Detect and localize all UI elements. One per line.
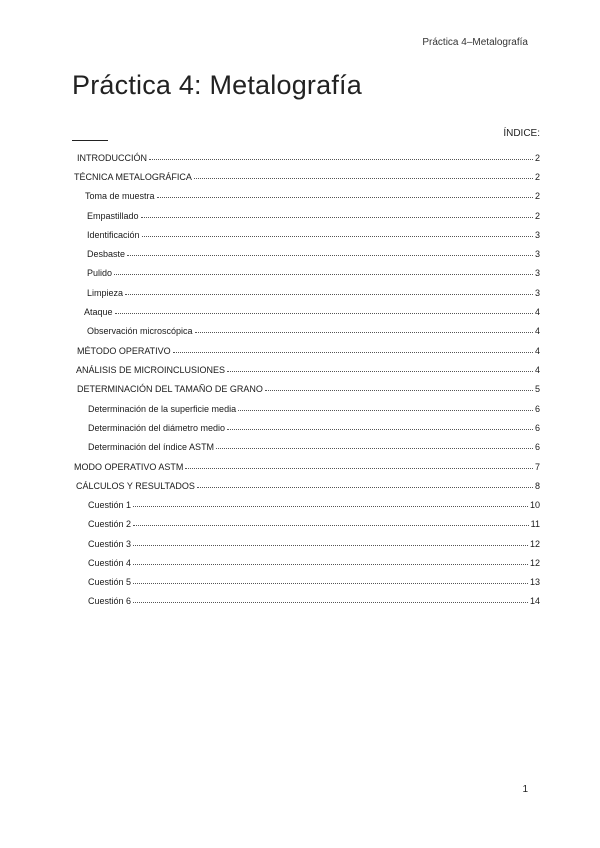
toc-entry[interactable]: [72, 535, 540, 549]
toc-entry[interactable]: [72, 342, 540, 356]
toc-heading: ÍNDICE:: [503, 128, 540, 139]
toc-entry-page: 5: [534, 384, 540, 394]
toc-entry[interactable]: [72, 419, 540, 433]
toc-dot-leader: [227, 428, 533, 430]
toc-entry[interactable]: [72, 245, 540, 259]
toc-entry[interactable]: [72, 361, 540, 375]
toc-entry-page: 12: [529, 558, 540, 568]
toc-entry-page: 6: [534, 423, 540, 433]
toc-entry-page: 4: [534, 307, 540, 317]
toc-entry-page: 11: [530, 519, 540, 529]
toc-entry-label: ANÁLISIS DE MICROINCLUSIONES: [76, 365, 226, 375]
toc-dot-leader: [125, 293, 533, 295]
document-title: Práctica 4: Metalografía: [72, 70, 362, 100]
toc-entry-page: 3: [534, 249, 540, 259]
toc-entry-page: 2: [534, 153, 540, 163]
toc-entry-page: 3: [534, 268, 540, 278]
toc-dot-leader: [265, 389, 533, 391]
toc-entry-page: 10: [529, 500, 540, 510]
toc-entry-page: 3: [534, 288, 540, 298]
toc-entry[interactable]: [72, 168, 540, 182]
toc-dot-leader: [197, 486, 533, 488]
toc-entry-page: 4: [534, 365, 540, 375]
toc-entry[interactable]: [72, 149, 540, 163]
toc-dot-leader: [141, 216, 533, 218]
toc-entry[interactable]: [72, 458, 540, 472]
toc-entry-label: Cuestión 3: [88, 539, 132, 549]
toc-entry[interactable]: [72, 380, 540, 394]
toc-entry-label: Identificación: [87, 230, 140, 240]
toc-entry-label: Ataque: [84, 307, 113, 317]
toc-dot-leader: [185, 467, 533, 469]
toc-dot-leader: [133, 601, 528, 603]
toc-entry-page: 2: [534, 172, 540, 182]
toc-dot-leader: [133, 524, 529, 526]
toc-entry-page: 4: [534, 346, 540, 356]
toc-dot-leader: [149, 158, 533, 160]
toc-entry[interactable]: [72, 400, 540, 414]
toc-entry-label: Determinación de la superficie media: [88, 404, 237, 414]
toc-dot-leader: [194, 177, 533, 179]
toc-entry-label: MODO OPERATIVO ASTM: [74, 462, 184, 472]
toc-entry-page: 2: [534, 191, 540, 201]
toc-dot-leader: [216, 447, 533, 449]
toc-entry[interactable]: [72, 226, 540, 240]
toc-entry-label: Cuestión 4: [88, 558, 132, 568]
toc-dot-leader: [114, 273, 533, 275]
toc-entry-label: MÉTODO OPERATIVO: [77, 346, 171, 356]
toc-entry[interactable]: [72, 477, 540, 491]
toc-dot-leader: [115, 312, 533, 314]
toc-entry-label: CÁLCULOS Y RESULTADOS: [76, 481, 195, 491]
toc-entry[interactable]: [72, 187, 540, 201]
toc-entry[interactable]: [72, 438, 540, 452]
toc-entry-label: Pulido: [87, 268, 113, 278]
toc-entry-page: 12: [529, 539, 540, 549]
toc-entry-label: DETERMINACIÓN DEL TAMAÑO DE GRANO: [77, 384, 263, 394]
toc-entry-page: 8: [534, 481, 540, 491]
toc-dot-leader: [195, 331, 533, 333]
toc-dot-leader: [127, 254, 533, 256]
toc-dot-leader: [142, 235, 533, 237]
toc-entry-page: 2: [534, 211, 540, 221]
toc-dot-leader: [173, 351, 533, 353]
toc-dot-leader: [133, 505, 528, 507]
toc-dot-leader: [133, 582, 528, 584]
toc-entry-label: Observación microscópica: [87, 326, 193, 336]
toc-entry-page: 4: [534, 326, 540, 336]
toc-dot-leader: [238, 409, 533, 411]
page-number: 1: [522, 784, 528, 795]
toc-entry[interactable]: [72, 554, 540, 568]
toc-entry-label: Desbaste: [87, 249, 126, 259]
toc-dot-leader: [157, 196, 533, 198]
toc-entry-label: Cuestión 1: [88, 500, 132, 510]
title-underline: [72, 140, 108, 141]
toc-entry-label: TÉCNICA METALOGRÁFICA: [74, 172, 192, 182]
toc-dot-leader: [227, 370, 533, 372]
toc-entry[interactable]: [72, 573, 540, 587]
toc-entry-label: Cuestión 6: [88, 596, 132, 606]
toc-entry-label: Cuestión 5: [88, 577, 132, 587]
toc-entry[interactable]: [72, 303, 540, 317]
toc-entry-label: Determinación del índice ASTM: [88, 442, 215, 452]
toc-entry[interactable]: [72, 515, 540, 529]
toc-entry-label: Toma de muestra: [85, 191, 155, 201]
toc-entry[interactable]: [72, 322, 540, 336]
toc-entry-page: 3: [534, 230, 540, 240]
toc-entry-page: 6: [534, 442, 540, 452]
toc-entry[interactable]: [72, 207, 540, 221]
toc-entry-label: Determinación del diámetro medio: [88, 423, 226, 433]
running-header: Práctica 4–Metalografía: [422, 37, 528, 48]
toc-entry[interactable]: [72, 284, 540, 298]
toc-entry-label: INTRODUCCIÓN: [77, 153, 147, 163]
toc-entry-page: 7: [534, 462, 540, 472]
toc-entry-page: 6: [534, 404, 540, 414]
toc-entry[interactable]: [72, 592, 540, 606]
toc-entry-label: Cuestión 2: [88, 519, 132, 529]
toc-entry-page: 13: [529, 577, 540, 587]
toc-entry-label: Empastillado: [87, 211, 139, 221]
toc-entry[interactable]: [72, 264, 540, 278]
toc-dot-leader: [133, 563, 528, 565]
toc-entry[interactable]: [72, 496, 540, 510]
toc-dot-leader: [133, 544, 528, 546]
toc-entry-page: 14: [529, 596, 540, 606]
toc-entry-label: Limpieza: [87, 288, 124, 298]
